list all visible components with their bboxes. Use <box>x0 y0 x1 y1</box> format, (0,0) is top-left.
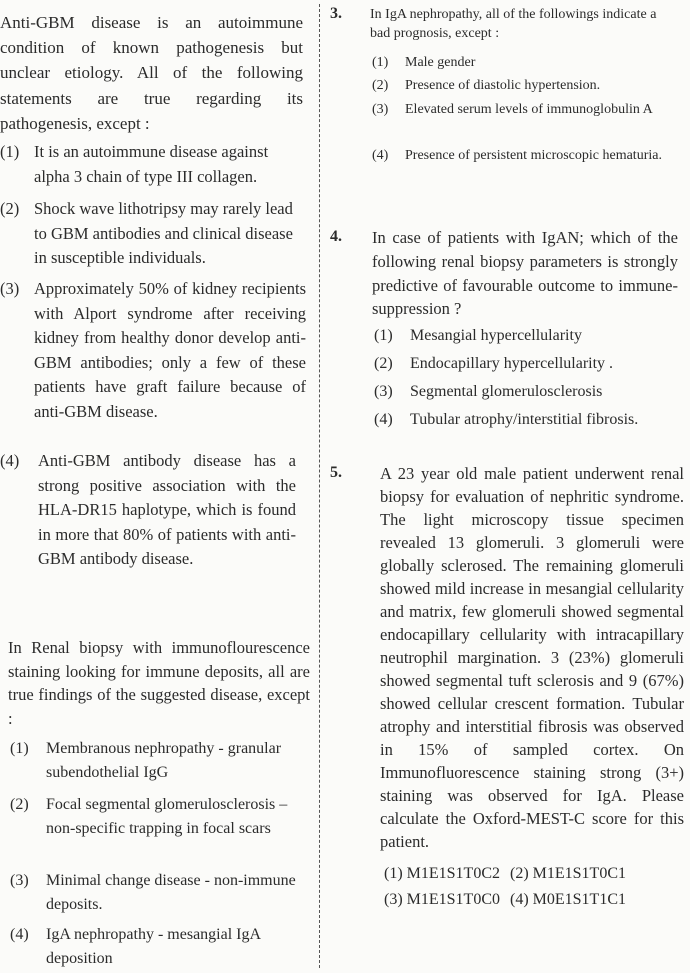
option-number: (3) <box>374 383 393 401</box>
option-4[interactable] <box>372 146 672 188</box>
option-text: Anti-GBM antibody disease has a strong positive association with the HLA-DR15 haplotype, which is found in more that 80% of patients with anti-GBM antibody disease. <box>38 451 296 568</box>
question-4-stem: In case of patients with IgAN; which of the following renal biopsy parameters is strongly predictive of favourable outcome to immune-suppression ? <box>372 228 678 319</box>
option-text: Membranous nephropathy - granular subendothelial IgG <box>46 740 282 781</box>
option-4[interactable] <box>374 408 680 436</box>
question-1 <box>0 10 303 136</box>
option-2[interactable] <box>374 352 680 380</box>
question-2 <box>8 636 310 730</box>
option-1[interactable] <box>374 324 680 352</box>
question-number: 5. <box>330 464 342 481</box>
question-2-stem: In Renal biopsy with immunoflourescence staining looking for immune deposits, all are true findings of the suggested disease, except : <box>8 638 310 728</box>
option-number: (4) <box>10 926 29 943</box>
option-number: (4) <box>0 451 20 470</box>
option-3[interactable] <box>0 277 306 449</box>
option-text: Presence of persistent microscopic hematuria. <box>405 148 662 163</box>
option-number: (1) <box>0 142 20 161</box>
option-3[interactable] <box>10 869 306 923</box>
option-text: Focal segmental glomerulosclerosis – non-specific trapping in focal scars <box>46 796 288 837</box>
question-3-options <box>372 53 672 188</box>
option-1[interactable] <box>0 140 306 190</box>
column-divider <box>319 4 320 968</box>
option-text: Tubular atrophy/interstitial fibrosis. <box>410 411 639 429</box>
question-5-stem: A 23 year old male patient underwent renal biopsy for evaluation of nephritic syndrome. The light microscopy tissue specimen revealed 13 glomeruli. 3 glomeruli were globally sclerosed. The remaining glomeruli showed mild increase in mesangial cellularity and matrix, few glomeruli showed segmental endocapillary cellularity with intracapillary neutrophil margination. 3 (23%) glomeruli showed segmental tuft sclerosis and 9 (67%) showed cellular crescent formation. Tubular atrophy and interstitial fibrosis was observed in 15% of sampled cortex. On Immunofluorescence staining strong (3+) staining was observed for IgA. Please calculate the Oxford-MEST-C score for this patient. <box>380 464 684 851</box>
option-text: Endocapillary hypercellularity . <box>410 355 614 373</box>
question-4 <box>330 226 682 436</box>
option-4[interactable] <box>0 449 306 599</box>
option-2[interactable]: (2) M1E1S1T0C1 <box>510 865 626 882</box>
question-2-options <box>10 737 306 973</box>
question-number: 4. <box>330 228 342 245</box>
option-number: (2) <box>374 355 393 373</box>
question-number: 3. <box>330 5 342 22</box>
option-number: (3) <box>0 279 20 298</box>
option-number: (4) <box>372 148 389 163</box>
option-text: Approximately 50% of kidney recipients with Alport syndrome after receiving kidney from healthy donor develop anti-GBM antibodies; only a few of these patients have graft failure because of anti-GBM disease. <box>34 279 306 421</box>
options-row-2 <box>384 887 682 913</box>
question-3-stem: In IgA nephropathy, all of the followings indicate a bad prognosis, except : <box>370 7 657 41</box>
option-4[interactable] <box>10 923 306 973</box>
option-number: (2) <box>372 78 389 93</box>
option-2[interactable] <box>10 793 306 869</box>
question-3 <box>330 5 682 188</box>
question-4-options <box>374 324 680 436</box>
option-4[interactable]: (4) M0E1S1T1C1 <box>510 891 626 908</box>
question-5 <box>330 462 682 913</box>
option-1[interactable] <box>10 737 306 791</box>
question-1-options <box>0 140 306 599</box>
option-1[interactable] <box>372 53 672 76</box>
option-text: Presence of diastolic hypertension. <box>405 78 601 93</box>
option-2[interactable] <box>372 76 672 100</box>
option-text: It is an autoimmune disease against alpha 3 chain of type III collagen. <box>34 142 269 186</box>
option-number: (2) <box>10 796 29 813</box>
question-1-stem: Anti-GBM disease is an autoimmune condition of known pathogenesis but unclear etiology. All of the following statements are true regarding its pathogenesis, except : <box>0 13 303 133</box>
question-5-options <box>384 861 682 913</box>
option-3[interactable] <box>372 100 672 144</box>
option-number: (1) <box>10 740 29 757</box>
option-1[interactable]: (1) M1E1S1T0C2 <box>384 865 500 882</box>
option-number: (1) <box>374 327 393 345</box>
option-text: Shock wave lithotripsy may rarely lead to GBM antibodies and clinical disease in susceptible individuals. <box>34 199 293 267</box>
option-number: (3) <box>10 872 29 889</box>
options-row-1 <box>384 861 682 887</box>
option-2[interactable] <box>0 197 306 277</box>
option-text: Male gender <box>405 55 476 70</box>
option-text: Segmental glomerulosclerosis <box>410 383 603 401</box>
option-number: (1) <box>372 55 389 70</box>
option-text: Minimal change disease - non-immune deposits. <box>46 872 296 913</box>
option-text: IgA nephropathy - mesangial IgA deposition <box>46 926 261 967</box>
option-text: Elevated serum levels of immunoglobulin A <box>405 102 653 117</box>
option-3[interactable] <box>374 380 680 408</box>
option-number: (2) <box>0 199 20 218</box>
option-number: (4) <box>374 411 393 429</box>
option-text: Mesangial hypercellularity <box>410 327 582 345</box>
option-number: (3) <box>372 102 389 117</box>
option-3[interactable]: (3) M1E1S1T0C0 <box>384 891 500 908</box>
